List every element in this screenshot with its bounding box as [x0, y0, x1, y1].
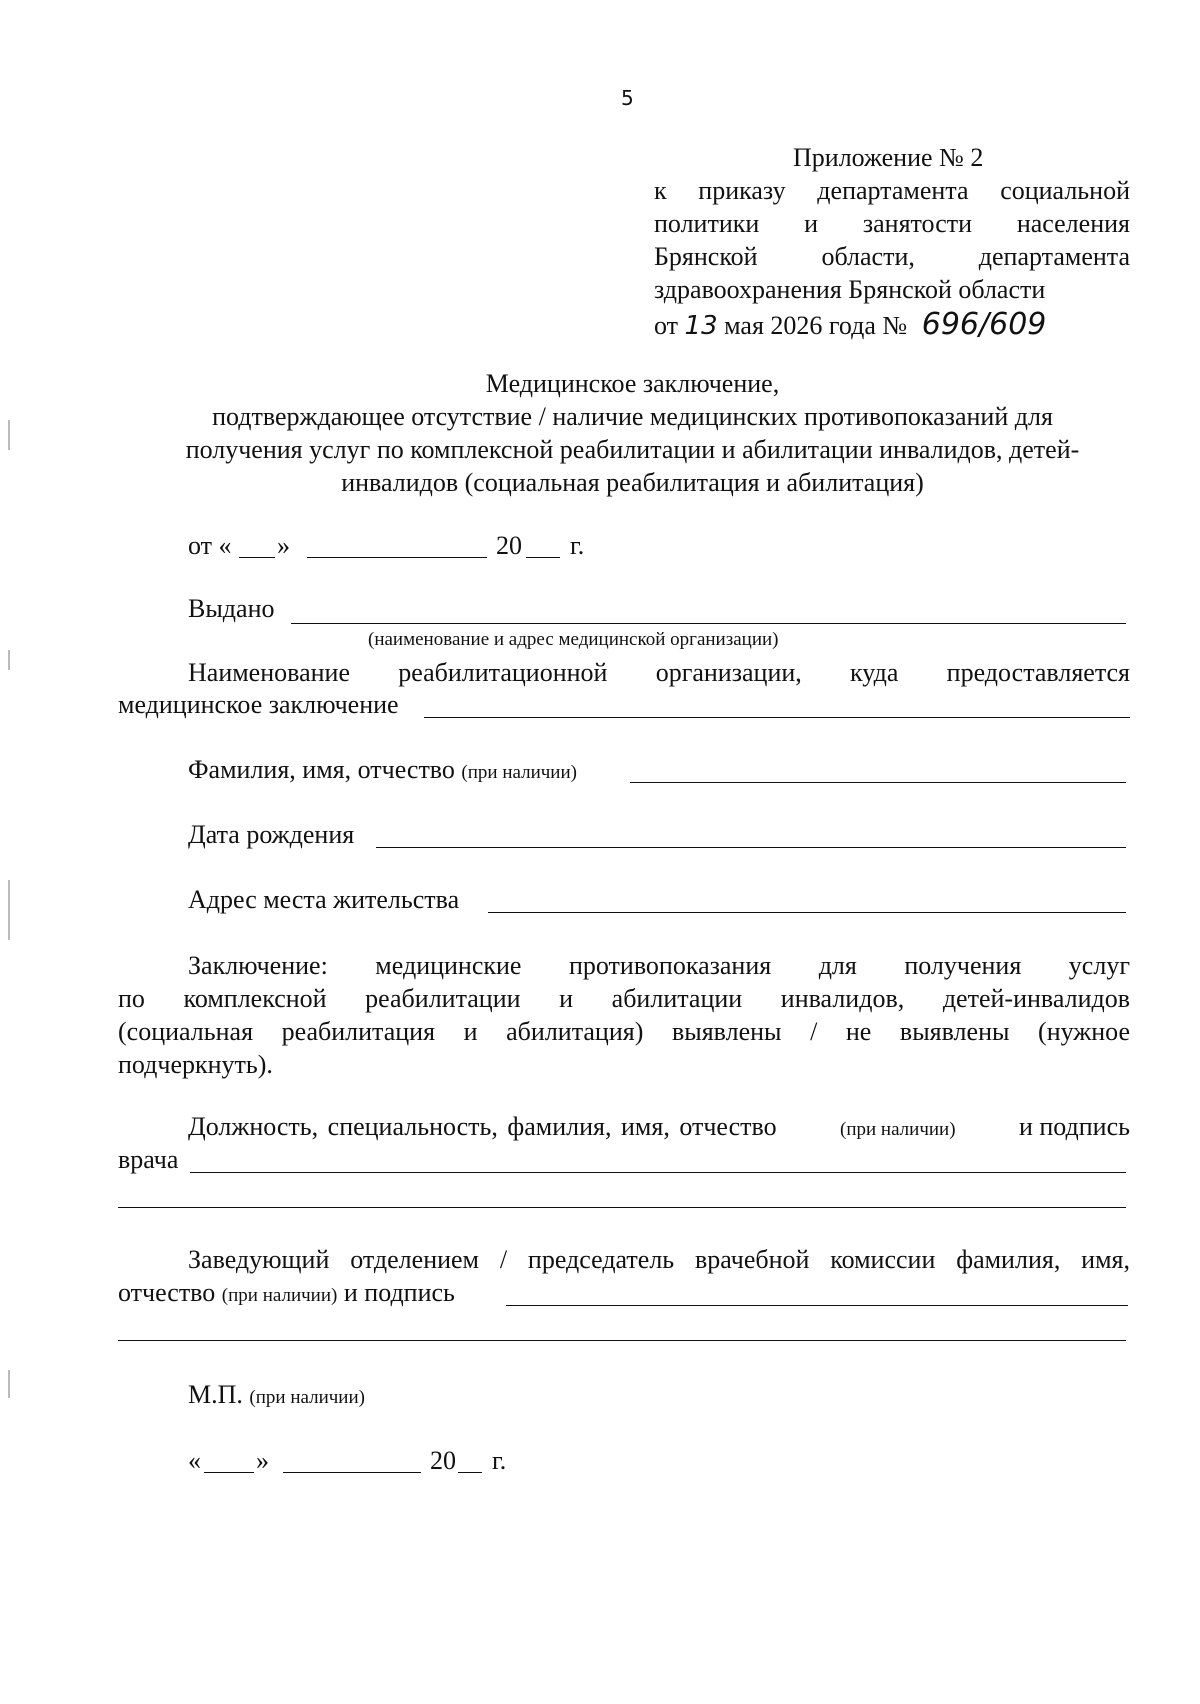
final-date-quote-close: » [256, 1446, 269, 1475]
appendix-date-day: 13 [684, 311, 718, 341]
doctor-label-sign: и подпись [1018, 1112, 1130, 1141]
address-field[interactable] [488, 912, 1126, 913]
appendix-date-prefix: от [654, 311, 679, 340]
date-suffix: г. [570, 531, 585, 560]
birth-date-field[interactable] [376, 847, 1126, 848]
conclusion-line: подчеркнуть). [118, 1050, 273, 1079]
appendix-number: 696/609 [921, 307, 1047, 342]
issued-label: Выдано [188, 594, 275, 623]
year-blank[interactable] [526, 557, 560, 558]
final-date-suffix: г. [492, 1446, 507, 1475]
doctor-label-text: Должность, специальность, фамилия, имя, отчество [188, 1112, 777, 1141]
head-label: Заведующий отделением / председатель врачебной комиссии фамилия, имя, [188, 1245, 1130, 1274]
birth-date-label: Дата рождения [188, 820, 355, 849]
date-quote-close: » [277, 531, 290, 560]
rehab-org-field[interactable] [424, 717, 1130, 718]
issued-hint: (наименование и адрес медицинской организации) [368, 629, 779, 650]
full-name-label-text: Фамилия, имя, отчество [188, 755, 455, 784]
doc-title-line: подтверждающее отсутствие / наличие медицинских противопоказаний для [212, 402, 1053, 431]
appendix-date [654, 307, 1046, 342]
head-field-2[interactable] [118, 1340, 1126, 1341]
head-field[interactable] [506, 1305, 1128, 1306]
rehab-org-label-2: медицинское заключение [118, 690, 399, 719]
issued-field[interactable] [291, 623, 1126, 624]
doctor-field-2[interactable] [118, 1207, 1126, 1208]
doctor-label-2: врача [118, 1145, 179, 1174]
page-number: 5 [621, 86, 634, 110]
doc-title-line: инвалидов (социальная реабилитация и абилитация) [341, 468, 924, 497]
stamp-hint: (при наличии) [249, 1387, 365, 1408]
appendix-line: политики и занятости населения [654, 209, 1130, 238]
doc-title: Медицинское заключение, [485, 369, 780, 398]
head-label-text: отчество [118, 1278, 216, 1307]
final-year-blank[interactable] [458, 1472, 482, 1473]
final-day-blank[interactable] [204, 1472, 254, 1473]
appendix-line: Брянской области, департамента [654, 242, 1130, 271]
scan-mark [8, 1370, 10, 1398]
appendix-line: к приказу департамента социальной [654, 176, 1130, 205]
head-label-sign: и подпись [343, 1278, 455, 1307]
final-month-blank[interactable] [283, 1472, 421, 1473]
head-hint: (при наличии) [221, 1285, 338, 1306]
stamp-label-text: М.П. [188, 1380, 243, 1409]
appendix-date-rest: мая 2026 года № [724, 311, 908, 340]
full-name-field[interactable] [630, 782, 1126, 783]
month-blank[interactable] [307, 557, 487, 558]
conclusion-line: Заключение: медицинские противопоказания для получения услуг [188, 951, 1130, 980]
date-prefix: от « [188, 531, 232, 560]
address-label: Адрес места жительства [188, 885, 460, 914]
doctor-label [188, 1112, 1130, 1142]
final-date-year: 20 [430, 1446, 456, 1475]
doctor-hint: (при наличии) [840, 1119, 956, 1140]
full-name-label [188, 755, 577, 785]
doc-title-line: получения услуг по комплексной реабилитации и абилитации инвалидов, детей- [185, 435, 1080, 464]
doctor-field[interactable] [190, 1172, 1126, 1173]
scan-mark [8, 880, 10, 940]
date-year: 20 [496, 531, 522, 560]
scan-mark [8, 650, 10, 670]
final-date-quote-open: « [188, 1446, 201, 1475]
appendix-title: Приложение № 2 [793, 143, 984, 172]
stamp-label [188, 1380, 365, 1410]
head-label-2 [118, 1278, 455, 1308]
rehab-org-label: Наименование реабилитационной организации, куда предоставляется [188, 658, 1130, 687]
conclusion-line: по комплексной реабилитации и абилитации инвалидов, детей-инвалидов [118, 984, 1130, 1013]
full-name-hint: (при наличии) [461, 762, 577, 783]
conclusion-line: (социальная реабилитация и абилитация) выявлены / не выявлены (нужное [118, 1017, 1130, 1046]
day-blank[interactable] [239, 557, 275, 558]
appendix-line: здравоохранения Брянской области [654, 275, 1046, 304]
